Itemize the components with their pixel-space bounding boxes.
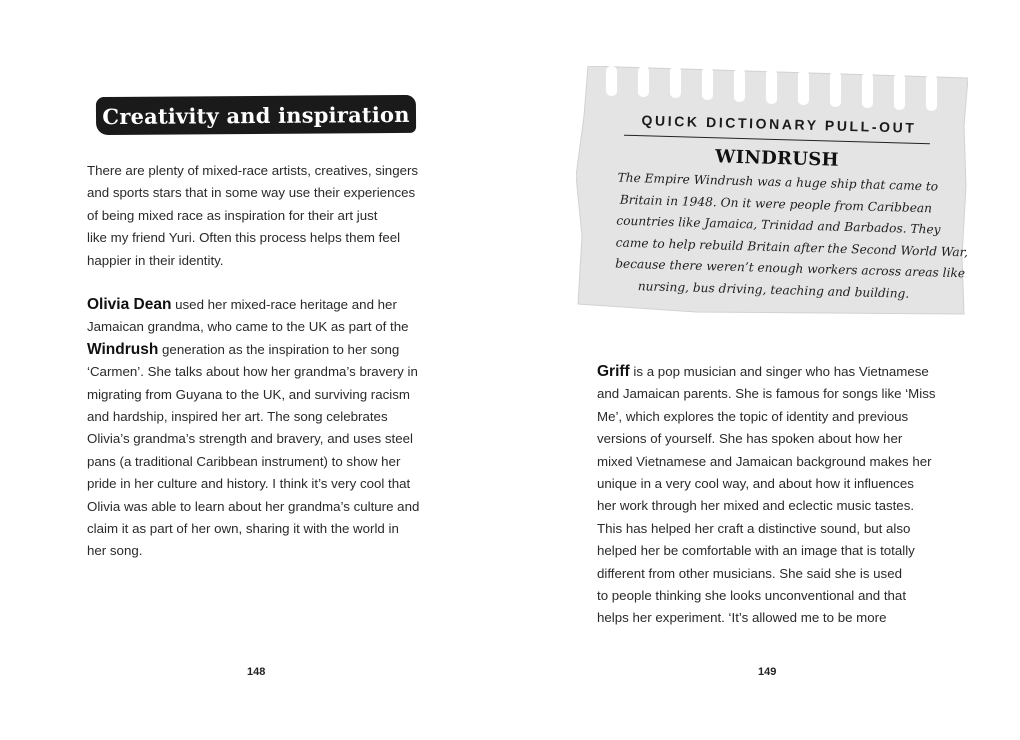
olivia-dean-paragraph <box>87 294 447 563</box>
text-line: unique in a very cool way, and about how it influences <box>597 476 914 492</box>
page-number: 149 <box>758 666 777 678</box>
text-line: This has helped her craft a distinctive sound, but also <box>597 520 911 536</box>
text-line: helps her experiment. ‘It’s allowed me to be more <box>597 610 887 626</box>
intro-paragraph <box>87 160 447 272</box>
text-line: migrating from Guyana to the UK, and surviving racism <box>87 386 410 402</box>
text-line: of being mixed race as inspiration for their art just <box>87 207 378 223</box>
text-line: pride in her culture and history. I think it’s very cool that <box>87 476 411 492</box>
text-line <box>87 294 447 316</box>
dictionary-definition <box>614 168 969 306</box>
griff-paragraph <box>597 361 977 630</box>
section-heading-banner <box>96 95 416 135</box>
windrush-term: Windrush <box>87 340 159 358</box>
text-fragment: is a pop musician and singer who has Vietnamese <box>629 364 929 379</box>
text-line: nursing, bus driving, teaching and building. <box>637 279 910 301</box>
quick-dictionary-card <box>576 66 968 316</box>
text-line: mixed Vietnamese and Jamaican background makes her <box>597 453 932 469</box>
text-line: to people thinking she looks unconventional and that <box>597 588 907 604</box>
text-line <box>597 361 977 383</box>
text-line: and sports stars that in some way use their experiences <box>87 185 416 201</box>
text-line: came to help rebuild Britain after the Second World War, <box>615 235 969 260</box>
text-line: versions of yourself. She has spoken about how her <box>597 431 903 447</box>
text-line: There are plenty of mixed-race artists, creatives, singers <box>87 163 419 178</box>
olivia-dean-name: Olivia Dean <box>87 296 172 313</box>
text-fragment: used her mixed-race heritage and her <box>171 297 397 312</box>
text-line: countries like Jamaica, Trinidad and Barbados. They <box>616 213 941 237</box>
text-line: claim it as part of her own, sharing it with the world in <box>87 521 399 537</box>
text-line: and hardship, inspired her art. The song celebrates <box>87 409 388 425</box>
text-line: Olivia’s grandma’s strength and bravery, and uses steel <box>87 431 413 447</box>
griff-name: Griff <box>597 363 630 380</box>
page-number: 148 <box>247 666 266 678</box>
text-line: different from other musicians. She said she is used <box>597 565 902 581</box>
dictionary-label: QUICK DICTIONARY PULL-OUT <box>641 112 917 136</box>
text-line: helped her be comfortable with an image that is totally <box>597 543 915 559</box>
text-fragment: generation as the inspiration to her song <box>158 341 400 357</box>
text-line: Jamaican grandma, who came to the UK as part of the <box>87 319 409 335</box>
text-line: her work through her mixed and eclectic music tastes. <box>597 498 915 514</box>
section-heading: Creativity and inspiration <box>102 101 410 129</box>
text-line: Me’, which explores the topic of identity and previous <box>597 408 909 424</box>
text-line <box>87 339 447 361</box>
text-line: pans (a traditional Caribbean instrument) to show her <box>87 453 401 469</box>
text-line: like my friend Yuri. Often this process helps them feel <box>87 230 401 246</box>
dictionary-term: WINDRUSH <box>714 146 840 171</box>
text-line: because there weren’t enough workers across areas like <box>614 256 966 281</box>
text-line: Britain in 1948. On it were people from Caribbean <box>619 192 933 215</box>
text-line: happier in their identity. <box>87 252 224 268</box>
text-line: ‘Carmen’. She talks about how her grandma’s bravery in <box>87 364 418 380</box>
text-line: The Empire Windrush was a huge ship that came to <box>617 170 939 194</box>
text-line: her song. <box>87 543 143 559</box>
text-line: Olivia was able to learn about her grandma’s culture and <box>87 498 420 514</box>
text-line: and Jamaican parents. She is famous for songs like ‘Miss <box>597 386 936 402</box>
